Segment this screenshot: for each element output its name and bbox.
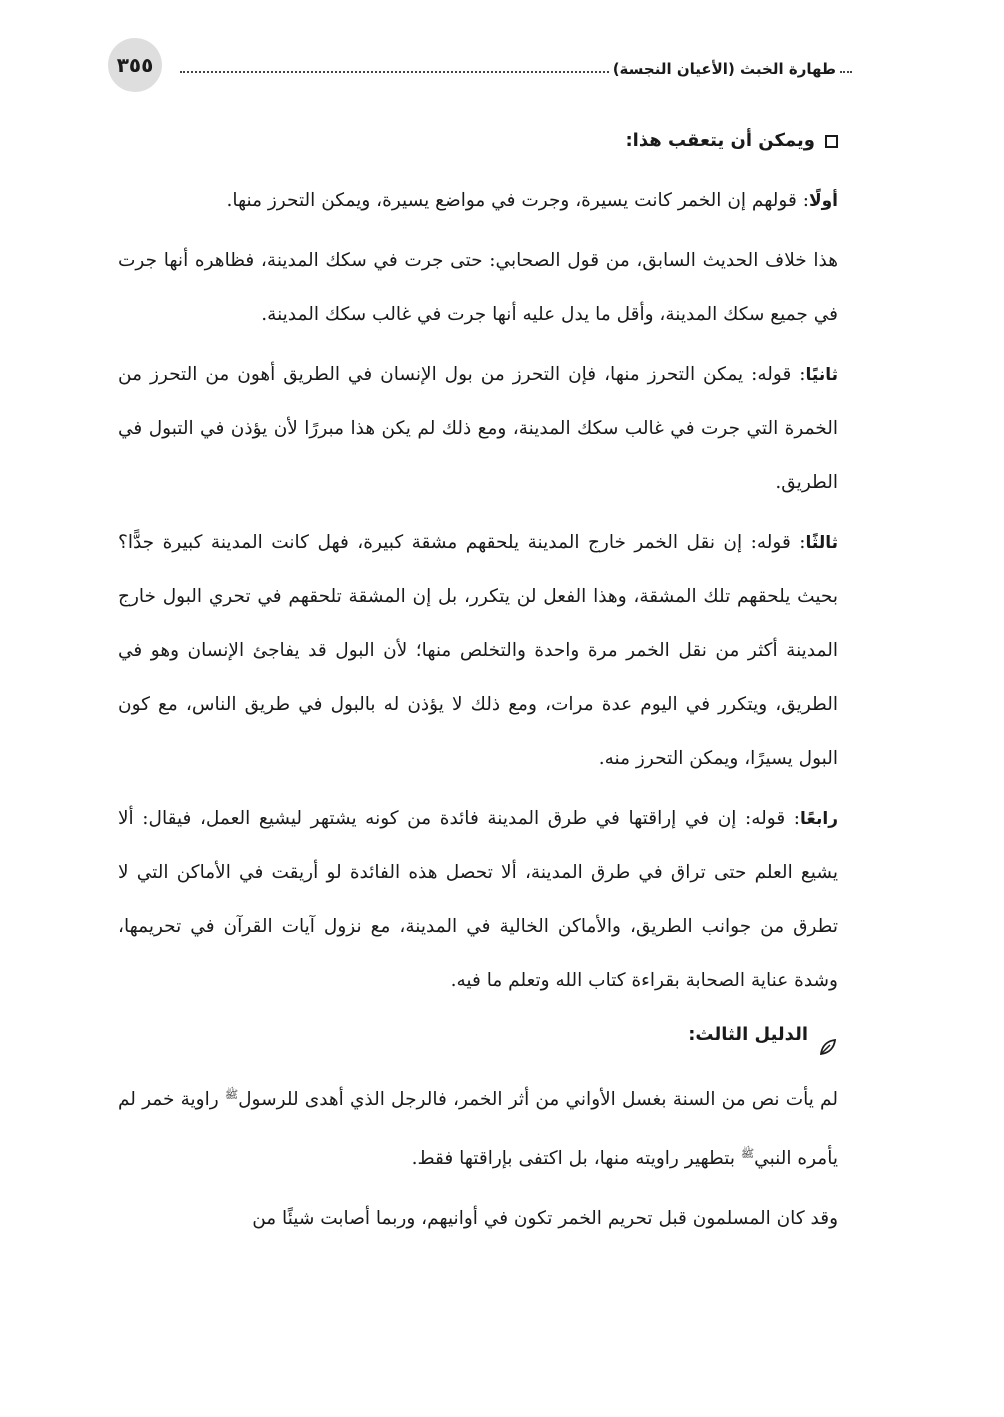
honorific-mark: ﷺ [740,1147,755,1161]
paragraph [118,1068,838,1186]
paragraph-text: : قولهم إن الخمر كانت يسيرة، وجرت في مواضع يسيرة، ويمكن التحرز منها. [226,190,809,211]
page-number: ٣٥٥ [108,38,162,92]
honorific-mark: ﷺ [224,1088,239,1101]
paragraph-first [118,174,838,228]
dotted-leader [180,71,609,73]
paragraph-text: لم يأت نص من السنة بغسل الأواني من أثر الخمر، فالرجل الذي أهدى للرسول [238,1089,839,1111]
section-heading [118,114,838,168]
paragraph-text: بتطهير راويته منها، بل اكتفى بإراقتها فقط. [411,1148,735,1170]
section-heading-text: ويمكن أن يتعقب هذا: [625,130,815,151]
checkbox-icon [825,135,838,148]
paragraph-text: : قوله: يمكن التحرز منها، فإن التحرز من بول الإنسان في الطريق أهون من التحرز من الخمرة التي جرت في غالب سكك المدينة، ومع ذلك لم يكن هذا مبررًا لأن يؤذن في التبول في الطريق. [118,364,838,493]
paragraph [118,1192,838,1246]
page-header [108,38,852,98]
paragraph-term: أولًا [808,191,838,211]
section-heading [118,1008,838,1062]
paragraph-term: رابعًا [800,809,838,829]
paragraph-third [118,516,838,786]
paragraph-text: وقد كان المسلمون قبل تحريم الخمر تكون في أوانيهم، وربما أصابت شيئًا من [252,1208,838,1230]
running-title-row [180,56,852,82]
paragraph-text: راوية خمر لم يأمره النبي [118,1089,838,1170]
paragraph [118,234,838,342]
paragraph-term: ثانيًا [805,365,838,385]
leaf-ornament-icon [818,1025,838,1045]
paragraph-text: هذا خلاف الحديث السابق، من قول الصحابي: حتى جرت في سكك المدينة، فظاهره أنها جرت في جميع سكك المدينة، وأقل ما يدل عليه أنها جرت في غالب سكك المدينة. [118,250,838,325]
paragraph-fourth [118,792,838,1008]
paragraph-text: : قوله: إن في إراقتها في طرق المدينة فائدة من كونه يشتهر ليشيع العمل، فيقال: ألا يشيع العلم حتى تراق في طرق المدينة، ألا تحصل هذه الفائدة لو أريقت في الأماكن التي لا تطرق من جوانب الطريق، والأماكن الخالية في المدينة، مع نزول آيات القرآن في تحريمها، وشدة عناية الصحابة بقراءة كتاب الله وتعلم ما فيه. [118,808,838,991]
paragraph-second [118,348,838,510]
paragraph-text: : قوله: إن نقل الخمر خارج المدينة يلحقهم مشقة كبيرة، فهل كانت المدينة كبيرة جدًّا؟ بحيث يلحقهم تلك المشقة، وهذا الفعل لن يتكرر، بل إن المشقة تلحقهم في تحري البول خارج المدينة أكثر من نقل الخمر مرة واحدة والتخلص منها؛ لأن البول قد يفاجئ الإنسان وهو في الطريق، ويتكرر في اليوم عدة مرات، ومع ذلك لا يؤذن له بالبول في طريق الناس، مع كون البول يسيرًا، ويمكن التحرز منه. [118,532,838,769]
page-body [118,114,838,1246]
paragraph-term: ثالثًا [805,533,838,553]
running-title: طهارة الخبث (الأعيان النجسة) [612,60,836,78]
dotted-leader [840,71,852,73]
section-heading-text: الدليل الثالث: [688,1024,808,1045]
